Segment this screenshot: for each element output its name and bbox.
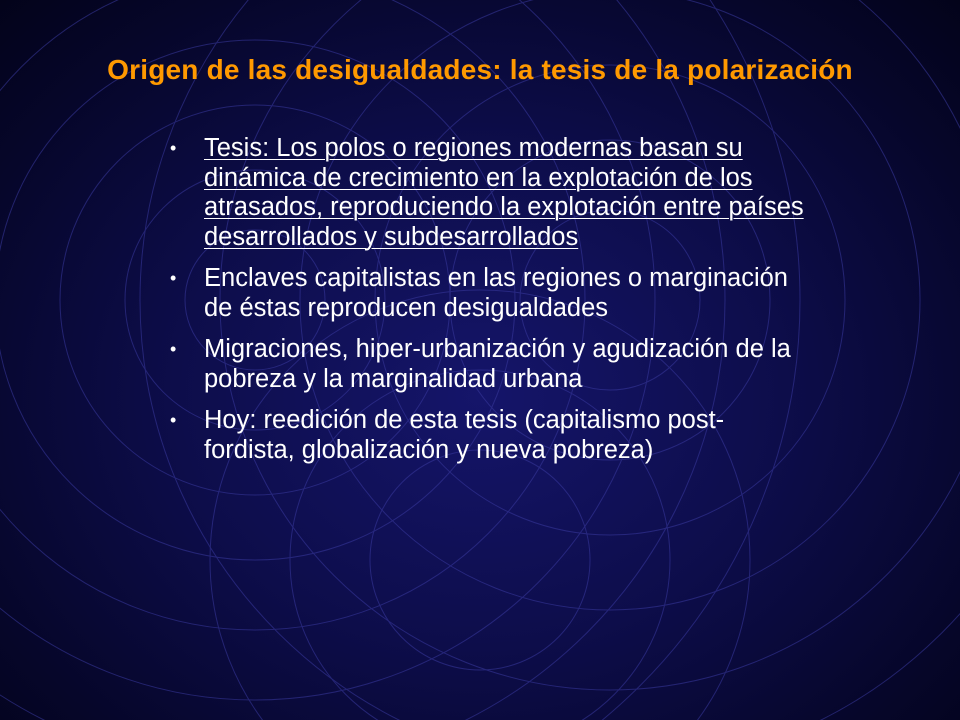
bullet-text: Migraciones, hiper-urbanización y agudización de la pobreza y la marginalidad urbana xyxy=(204,335,791,393)
bullet-item-tesis xyxy=(168,134,808,252)
bullet-text: Tesis: Los polos o regiones modernas basan su dinámica de crecimiento en la explotación de los atrasados, reproduciendo la explotación entre países desarrollados y subdesarrollados xyxy=(204,134,804,251)
bullet-item-migraciones xyxy=(168,335,808,394)
bullet-icon: • xyxy=(170,268,177,288)
bullet-icon: • xyxy=(170,410,177,430)
bullet-list xyxy=(168,134,808,477)
bullet-item-enclaves xyxy=(168,264,808,323)
bullet-icon: • xyxy=(170,138,177,158)
bullet-item-hoy xyxy=(168,406,808,465)
bullet-text: Enclaves capitalistas en las regiones o marginación de éstas reproducen desigualdades xyxy=(204,264,788,322)
bullet-text: Hoy: reedición de esta tesis (capitalismo post-fordista, globalización y nueva pobreza) xyxy=(204,406,725,464)
slide-title: Origen de las desigualdades: la tesis de la polarización xyxy=(107,54,853,85)
bullet-icon: • xyxy=(170,339,177,359)
